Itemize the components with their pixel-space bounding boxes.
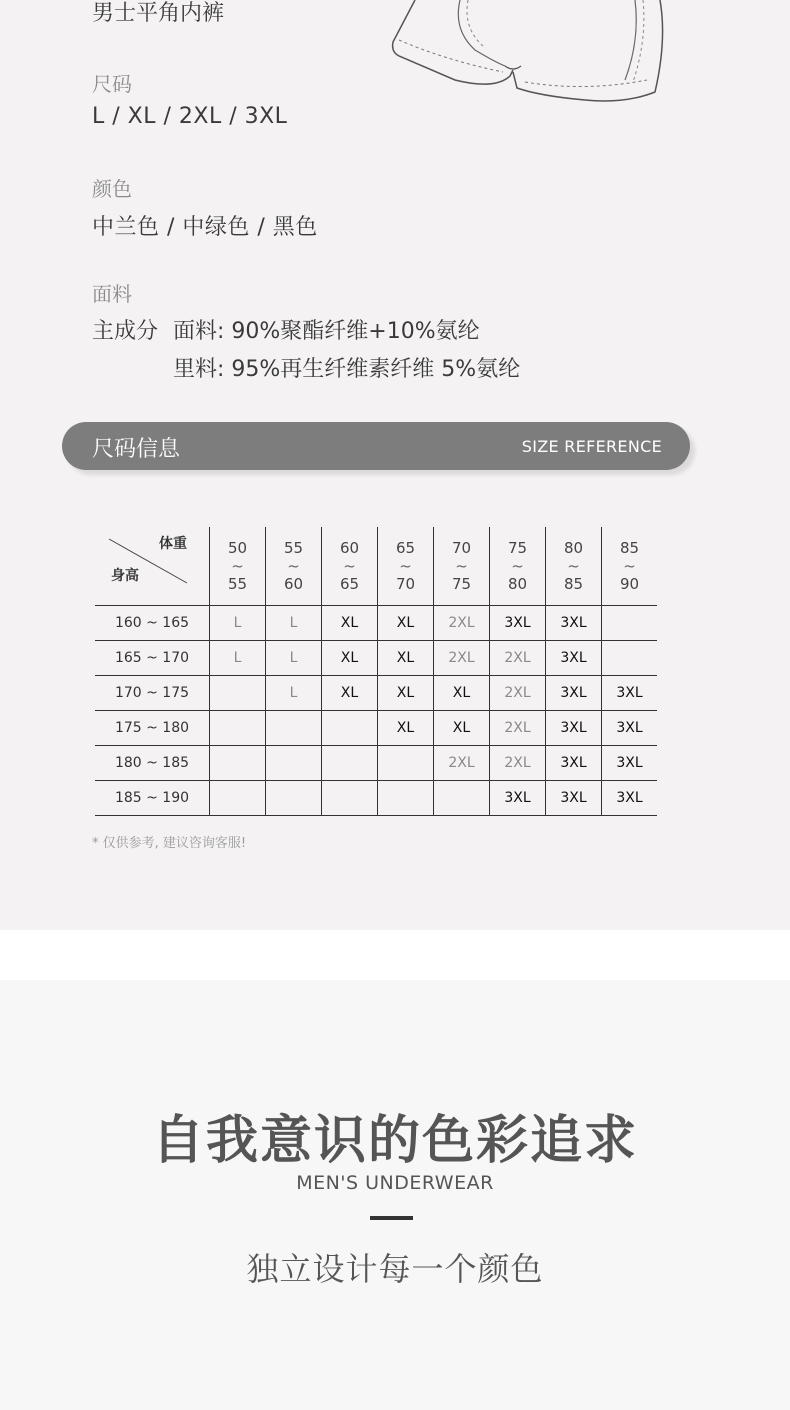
table-row xyxy=(95,641,657,676)
size-cell xyxy=(210,711,266,746)
size-cell: 3XL xyxy=(602,746,658,781)
size-cell xyxy=(266,781,322,816)
size-cell: 3XL xyxy=(546,606,602,641)
table-row xyxy=(95,781,657,816)
diagonal-line xyxy=(95,527,209,605)
height-range: 170 ~ 175 xyxy=(95,676,210,711)
size-cell: XL xyxy=(378,606,434,641)
size-cell xyxy=(378,781,434,816)
weight-col: 60 ~ 65 xyxy=(322,527,378,606)
reference-note: * 仅供参考, 建议咨询客服! xyxy=(92,836,247,851)
table-row xyxy=(95,711,657,746)
size-cell: 2XL xyxy=(434,641,490,676)
promo-headline: 自我意识的色彩追求 xyxy=(151,1111,638,1171)
size-cell xyxy=(602,606,658,641)
size-cell: XL xyxy=(322,641,378,676)
size-cell xyxy=(322,781,378,816)
size-cell: 3XL xyxy=(546,711,602,746)
table-row xyxy=(95,746,657,781)
size-cell: 2XL xyxy=(490,641,546,676)
size-cell xyxy=(210,746,266,781)
size-cell: 3XL xyxy=(546,641,602,676)
size-cell: 2XL xyxy=(434,746,490,781)
size-cell xyxy=(266,746,322,781)
height-range: 185 ~ 190 xyxy=(95,781,210,816)
size-cell xyxy=(602,641,658,676)
size-cell: 3XL xyxy=(546,676,602,711)
size-cell: 3XL xyxy=(490,606,546,641)
size-reference-banner xyxy=(62,422,690,470)
size-cell: XL xyxy=(434,676,490,711)
boxer-brief-outline-icon xyxy=(385,0,685,110)
weight-col: 80 ~ 85 xyxy=(546,527,602,606)
size-cell: 3XL xyxy=(602,781,658,816)
color-label: 颜色 xyxy=(92,177,132,201)
size-cell xyxy=(322,746,378,781)
product-name: 男士平角内裤 xyxy=(92,1,225,26)
size-cell: XL xyxy=(378,711,434,746)
height-range: 175 ~ 180 xyxy=(95,711,210,746)
size-cell xyxy=(434,781,490,816)
size-cell: XL xyxy=(434,711,490,746)
size-cell: XL xyxy=(322,676,378,711)
banner-title: 尺码信息 xyxy=(92,437,181,462)
weight-col: 50 ~ 55 xyxy=(210,527,266,606)
weight-col: 65 ~ 70 xyxy=(378,527,434,606)
size-cell xyxy=(322,711,378,746)
size-cell: L xyxy=(266,641,322,676)
fabric-label: 面料 xyxy=(92,282,132,306)
size-cell: 2XL xyxy=(490,746,546,781)
size-cell: L xyxy=(266,676,322,711)
height-range: 160 ~ 165 xyxy=(95,606,210,641)
promo-headline-en: MEN'S UNDERWEAR xyxy=(296,1172,494,1194)
size-cell: L xyxy=(266,606,322,641)
size-cell: 2XL xyxy=(434,606,490,641)
height-range: 180 ~ 185 xyxy=(95,746,210,781)
promo-section xyxy=(0,980,790,1410)
weight-header-row xyxy=(95,527,657,606)
size-cell: 2XL xyxy=(490,676,546,711)
table-row xyxy=(95,676,657,711)
weight-col: 70 ~ 75 xyxy=(434,527,490,606)
size-value: L / XL / 2XL / 3XL xyxy=(92,104,288,129)
promo-subline: 独立设计每一个颜色 xyxy=(246,1250,544,1288)
size-cell: XL xyxy=(378,676,434,711)
table-row xyxy=(95,606,657,641)
table-corner xyxy=(95,527,210,606)
weight-col: 85 ~ 90 xyxy=(602,527,658,606)
weight-header: 体重 xyxy=(159,536,187,552)
weight-col: 75 ~ 80 xyxy=(490,527,546,606)
size-cell: 3XL xyxy=(490,781,546,816)
size-cell: 3XL xyxy=(602,676,658,711)
height-header: 身高 xyxy=(111,568,139,584)
size-cell: 3XL xyxy=(546,781,602,816)
size-cell: XL xyxy=(322,606,378,641)
color-value: 中兰色 / 中绿色 / 黑色 xyxy=(92,215,318,240)
divider xyxy=(370,1216,413,1220)
size-cell: 3XL xyxy=(546,746,602,781)
banner-subtitle: SIZE REFERENCE xyxy=(521,437,662,456)
size-label: 尺码 xyxy=(92,72,132,96)
size-cell xyxy=(210,676,266,711)
size-cell: XL xyxy=(378,641,434,676)
size-cell: L xyxy=(210,641,266,676)
composition-head: 主成分 xyxy=(92,319,159,344)
weight-col: 55 ~ 60 xyxy=(266,527,322,606)
size-cell: 3XL xyxy=(602,711,658,746)
size-cell: L xyxy=(210,606,266,641)
fabric-outer: 面料: 90%聚酯纤维+10%氨纶 xyxy=(173,319,480,344)
fabric-inner: 里料: 95%再生纤维素纤维 5%氨纶 xyxy=(173,357,521,382)
size-cell xyxy=(210,781,266,816)
size-cell: 2XL xyxy=(490,711,546,746)
size-cell xyxy=(266,711,322,746)
size-cell xyxy=(378,746,434,781)
height-range: 165 ~ 170 xyxy=(95,641,210,676)
size-chart-table xyxy=(95,527,657,816)
